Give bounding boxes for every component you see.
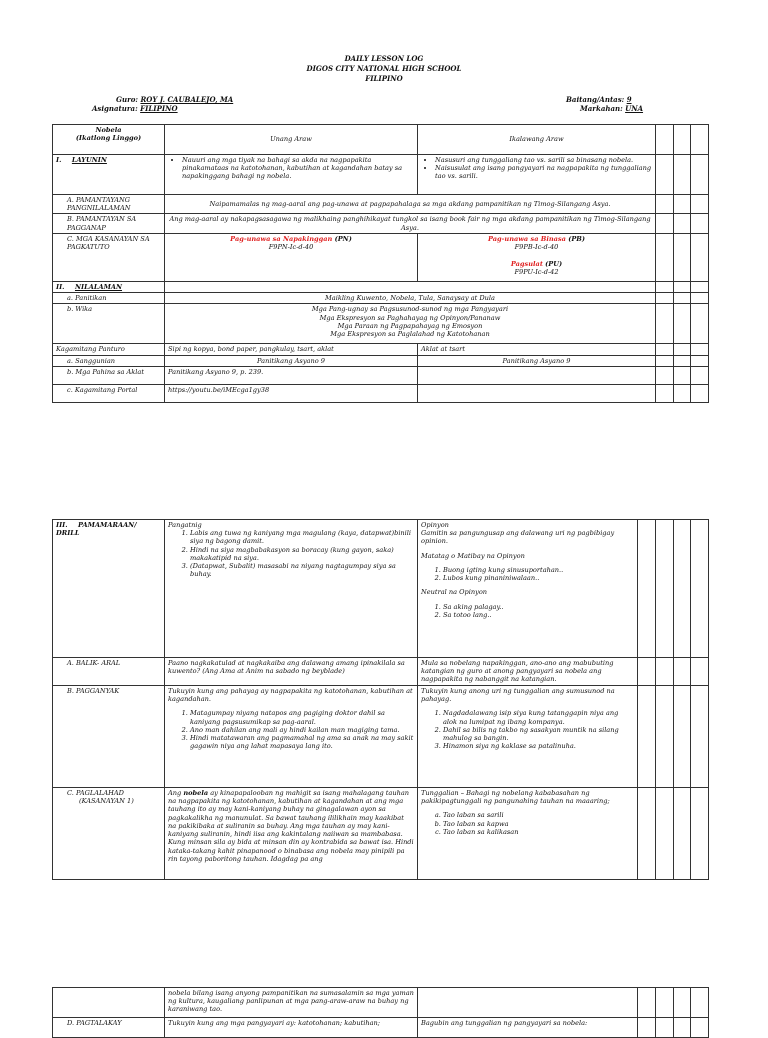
pagganyak-day1: Tukuyin kung ang pahayag ay nagpapakita ng katotohanan, kabutihan at kagandahan. 1. Matagumpay niyang natapos ang pagiging doktor dahil sa kaniyang pagsusumikap sa pag-aaral. 2. Ano man dahilan ang mali ay hindi kailan man magiging tama. 3. Hindi matatawaran ang pagmamahal ng ama sa anak na may sakit gagawin niya ang lahat mapasaya lang ito. [165,686,418,788]
header-cell-day2: Ikalawang Araw [418,125,656,155]
sanggunian-day2: Panitikang Asyano 9 [418,355,656,366]
row-pamantayang-pangnilalaman: A. PAMANTAYANG PANGNILALAMAN [53,195,165,214]
portal-link[interactable]: https://youtu.be/iMEcga1gy38 [165,384,418,402]
school-name: DIGOS CITY NATIONAL HIGH SCHOOL [306,64,462,73]
row-kasanayan: C. MGA KASANAYAN SA PAGKATUTO [53,233,165,281]
row-mga-pahina: b. Mga Pahina sa Aklat [53,366,165,384]
row-pamamaraan: III. PAMAMARAAN/ DRILL [53,520,165,658]
kasanayan-day1: Pag-unawa sa Napakinggan (PN) F9PN-Ic-d-40 [165,233,418,281]
teacher-field: Guro: ROY J. CAUBALEJO, MA [116,95,234,104]
row-sanggunian: a. Sanggunian [53,355,165,366]
layunin-day1: • Nauuri ang mga tiyak na bahagi sa akda na nagpapakita pinakamataas na katotohanan, kabutihan at kagandahan batay sa napakinggang bahagi ng nobela. [165,155,418,195]
doc-title: DAILY LESSON LOG [344,54,424,63]
pamamaraan-day1: Pangatnig 1. Labis ang tuwa ng kaniyang mga magulang (kaya, datapwat)binili siya ng bagong damit. 2. Hindi na siya magbabakasyon sa boracay (kung gayon, saka) makakatipid na siya. 3. (Datapwat, Subalit) masasabi na niyang nagtagumpay siya sa buhay. [165,520,418,658]
paglalahad-continued: nobela bilang isang anyong pampanitikan na sumasalamin sa mga yaman ng kultura, kaugaliang panlipunan at mga pang-araw-araw na buhay ng karaniwang tao. [165,988,418,1018]
row-nilalaman: II. NILALAMAN [53,281,165,292]
row-pagtalakay: D. PAGTALAKAY [53,1018,165,1038]
subject-title: FILIPINO [365,74,403,83]
row-kagamitang-portal: c. Kagamitang Portal [53,384,165,402]
grade-field: Baitang/Antas: 9 [566,95,632,104]
lesson-table-1 [52,124,709,403]
header-cell-week: Nobela (Ikatlong Linggo) [53,125,165,155]
paglalahad-day2: Tunggalian – Bahagi ng nobelang kababasahan ng pakikipagtunggali ng pangunahing tauhan na maaaring; a. Tao laban sa sarili b. Tao laban sa kapwa c. Tao laban sa kalikasan [418,788,638,880]
panitikan-text: Maikling Kuwento, Nobela, Tula, Sanaysay at Dula [165,293,656,304]
paglalahad-day1: Ang nobela ay kinapapalooban ng mahigit sa isang mahalagang tauhan na nagpapakita ng katotohanan, kabutihan at kagandahan at ang mga tauhang ito ay may kani-kaniyang buhay na ginagalawan ayon sa pagkakalikha ng manunulat. Sa bawat tauhang ililikhain may kaakibat na pakikibaka at suliranin sa buhay. Ang mga tauhan ay may kani-kaniyang suliranin, hindi iisa ang kakintalang naiiwan sa mambabasa. Kung minsan sila ay bida at minsan din ay kontrabida sa bawat isa. Hindi kataka-takang kahit pinapanood o binabasa ang nobela may pinipili pa rin tayong paboritong tauhan. Idagdag pa ang [165,788,418,880]
quarter-field: Markahan: UNA [580,104,644,113]
pagtalakay-day2: Bagubin ang tunggalian ng pangyayari sa nobela: [418,1018,638,1038]
pamamaraan-day2: Opinyon Gamitin sa pangungusap ang dalawang uri ng pagbibigay opinion. Matatag o Matibay na Opinyon 1. Buong igting kung sinusuportahan.. 2. Lubos kung pinaniniwalaan.. Neutral na Opinyon 1. Sa aking palagay.. 2. Sa totoo lang.. [418,520,638,658]
lesson-table-2 [52,519,709,880]
pagtalakay-day1: Tukuyin kung ang mga pangyayari ay: katotohanan; kabutihan; [165,1018,418,1038]
subject-field: Asignatura: FILIPINO [92,104,178,113]
balik-aral-day1: Paano nagkakatulad at nagkakaiba ang dalawang amang ipinakilala sa kuwento? (Ang Ama at Anim na sabado ng beyblade) [165,658,418,686]
lesson-table-3 [52,987,709,1038]
row-pagganyak: B. PAGGANYAK [53,686,165,788]
row-kagamitang-panturo: Kagamitang Panturo [53,344,165,355]
kagamitang-day1: Sipi ng kopya, bond paper, pangkulay, tsart, aklat [165,344,418,355]
row-panitikan: a. Panitikan [53,293,165,304]
pamantayan-sa-pagganap-text: Ang mag-aaral ay nakapagsasagawa ng malikhaing panghihikayat tungkol sa isang book fair ng mga akdang pampanitikan ng Timog-Silangang Asya. [165,214,656,233]
sanggunian-day1: Panitikang Asyano 9 [165,355,418,366]
wika-text: Mga Pang-ugnay sa Pagsusunod-sunod ng mga Pangyayari Mga Ekspresyon sa Paghahayag ng Opinyon/Pananaw Mga Paraan ng Pagpapahayag ng Emosyon Mga Ekspresyon sa Paglalahad ng Katotohanan [165,304,656,344]
row-wika: b. Wika [53,304,165,344]
kasanayan-day2: Pag-unawa sa Binasa (PB) F9PB-Ic-d-40 Pagsulat (PU) F9PU-Ic-d-42 [418,233,656,281]
row-pamantayan-sa-pagganap: B. PAMANTAYAN SA PAGGANAP [53,214,165,233]
row-layunin: I. LAYUNIN [53,155,165,195]
pahina-day1: Panitikang Asyano 9, p. 239. [165,366,418,384]
balik-aral-day2: Mula sa nobelang napakinggan, ano-ano ang mabubuting katangian ng guro at anong pangyayari sa nobela ang nagpapakita ng nabanggit na katangian. [418,658,638,686]
layunin-day2: • Nasusuri ang tunggaliang tao vs. sarili sa binasang nobela. • Naisusulat ang isang pangyayari na nagpapakita ng tunggaliang tao vs. sarili. [418,155,656,195]
pagganyak-day2: Tukuyin kung anong uri ng tunggalian ang sumusunod na pahayag. 1. Nagdadalawang isip siya kung tatanggapin niya ang alok na lumipat ng ibang kompanya. 2. Dahil sa bilis ng takbo ng sasakyan muntik na silang mahulog sa bangin. 3. Hinamon siya ng kaklase sa patalinuha. [418,686,638,788]
header-cell-day1: Unang Araw [165,125,418,155]
kagamitang-day2: Aklat at tsart [418,344,656,355]
pamantayang-pangnilalaman-text: Naipamamalas ng mag-aaral ang pag-unawa at pagpapahalaga sa mga akdang pampanitikan ng Timog-Silangang Asya. [165,195,656,214]
row-balik-aral: A. BALIK- ARAL [53,658,165,686]
row-paglalahad: C. PAGLALAHAD (KASANAYAN 1) [53,788,165,880]
